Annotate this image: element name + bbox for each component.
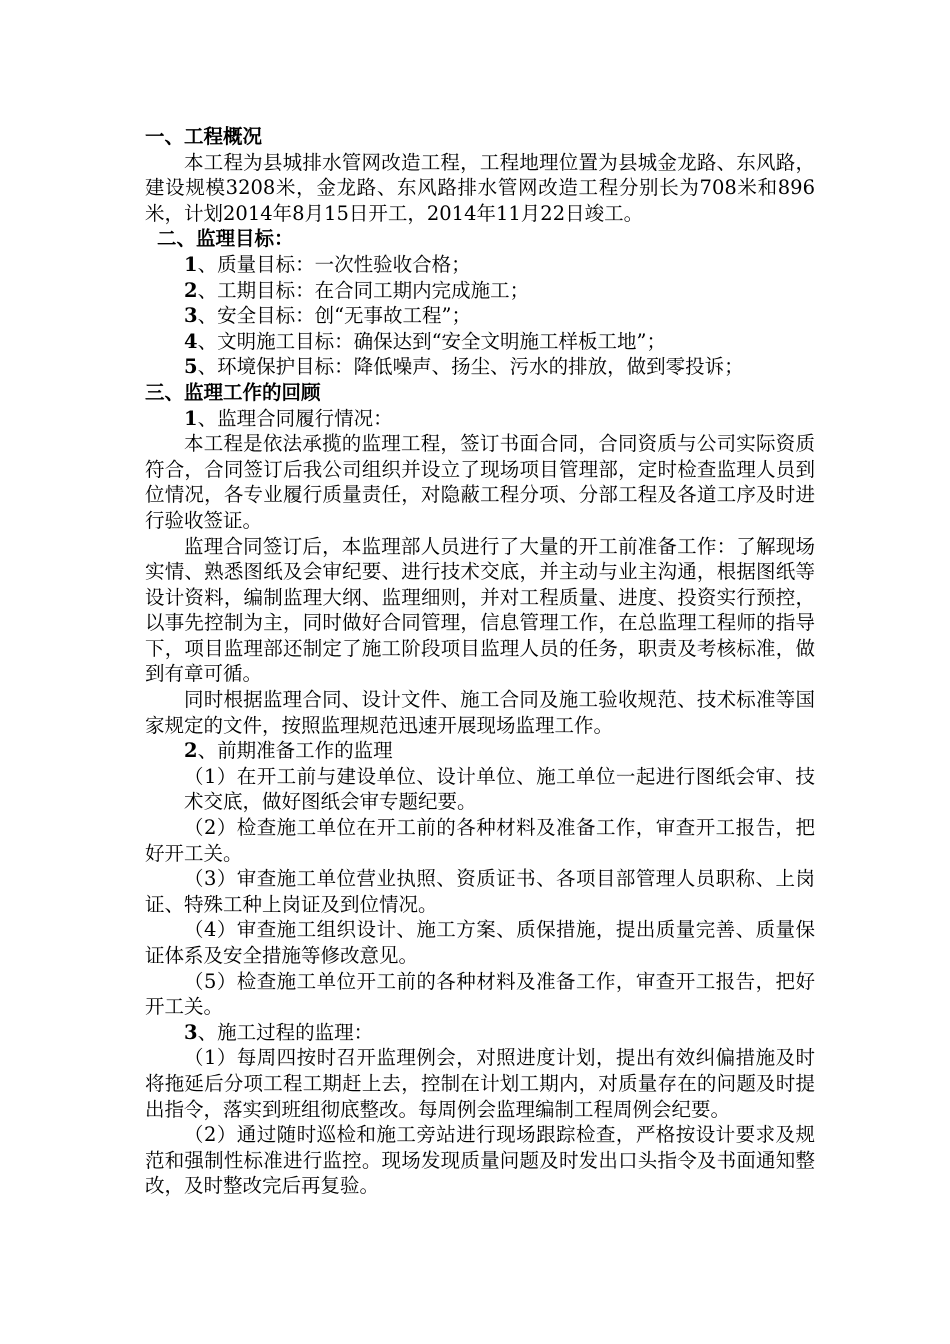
contract-paragraph-3: 同时根据监理合同、设计文件、施工合同及施工验收规范、技术标准等国家规定的文件，按照监理规范迅速开展现场监理工作。 <box>145 688 815 737</box>
goal-text: 、环境保护目标：降低噪声、扬尘、污水的排放，做到零投诉； <box>197 355 744 379</box>
process-item-1: （1）每周四按时召开监理例会，对照进度计划，提出有效纠偏措施及时将拖延后分项工程工期赶上去，控制在计划工期内，对质量存在的问题及时提出指令，落实到班组彻底整改。每周例会监理编制工程周例会纪要。 <box>145 1046 815 1121</box>
goal-number: 4 <box>184 329 198 353</box>
goal-item-3 <box>145 303 815 329</box>
subsection-text: 、监理合同履行情况： <box>197 406 393 430</box>
subsection-number: 2 <box>184 739 198 763</box>
goal-item-2 <box>145 278 815 304</box>
goal-text: 、安全目标：创“无事故工程”； <box>197 304 472 328</box>
subsection-text: 、施工过程的监理： <box>197 1020 374 1044</box>
section-3-title: 三、监理工作的回顾 <box>145 380 321 404</box>
prep-item-2: （2）检查施工单位在开工前的各种材料及准备工作，审查开工报告，把好开工关。 <box>145 816 815 865</box>
prep-item-5: （5）检查施工单位开工前的各种材料及准备工作，审查开工报告，把好开工关。 <box>145 969 815 1019</box>
prep-item-3: （3）审查施工单位营业执照、资质证书、各项目部管理人员职称、上岗证、特殊工种上岗证及到位情况。 <box>145 867 815 916</box>
subsection-3-heading <box>145 1020 815 1046</box>
process-item-2: （2）通过随时巡检和施工旁站进行现场跟踪检查，严格按设计要求及规范和强制性标准进行监控。现场发现质量问题及时发出口头指令及书面通知整改，及时整改完后再复验。 <box>145 1123 815 1198</box>
goal-text: 、文明施工目标：确保达到“安全文明施工样板工地”； <box>197 329 667 353</box>
contract-paragraph-1: 本工程是依法承揽的监理工程，签订书面合同，合同资质与公司实际资质符合，合同签订后我公司组织并设立了现场项目管理部，定时检查监理人员到位情况，各专业履行质量责任，对隐蔽工程分项、分部工程及各道工序及时进行验收签证。 <box>145 432 815 532</box>
section-2-title: 二、监理目标： <box>157 227 294 251</box>
goal-item-5 <box>145 354 815 380</box>
goal-number: 1 <box>184 252 198 276</box>
subsection-2-heading <box>145 738 815 764</box>
goal-number: 3 <box>184 304 198 328</box>
subsection-1-heading <box>145 406 815 432</box>
subsection-text: 、前期准备工作的监理 <box>197 739 393 763</box>
section-1-title: 一、工程概况 <box>145 125 263 148</box>
section-1-paragraph: 本工程为县城排水管网改造工程，工程地理位置为县城金龙路、东风路，建设规模3208米，金龙路、东风路排水管网改造工程分别长为708米和896米，计划2014年8月15日开工，2014年11月22日竣工。 <box>145 150 815 225</box>
prep-item-4: （4）审查施工组织设计、施工方案、质保措施，提出质量完善、质量保证体系及安全措施等修改意见。 <box>145 918 815 967</box>
goal-number: 5 <box>184 355 198 379</box>
goal-number: 2 <box>184 278 198 302</box>
goal-text: 、质量目标：一次性验收合格； <box>197 252 471 276</box>
goal-text: 、工期目标：在合同工期内完成施工； <box>197 278 530 302</box>
goal-item-4 <box>145 329 815 355</box>
subsection-number: 3 <box>184 1020 198 1044</box>
goal-item-1 <box>145 252 815 278</box>
contract-paragraph-2: 监理合同签订后，本监理部人员进行了大量的开工前准备工作：了解现场实情、熟悉图纸及会审纪要、进行技术交底，并主动与业主沟通，根据图纸等设计资料，编制监理大纲、监理细则，并对工程质量、进度、投资实行预控，以事先控制为主，同时做好合同管理，信息管理工作，在总监理工程师的指导下，项目监理部还制定了施工阶段项目监理人员的任务，职责及考核标准，做到有章可循。 <box>145 534 815 686</box>
prep-item-1: （1）在开工前与建设单位、设计单位、施工单位一起进行图纸会审、技术交底，做好图纸会审专题纪要。 <box>184 764 815 814</box>
subsection-number: 1 <box>184 406 198 430</box>
document-page <box>145 124 815 1199</box>
